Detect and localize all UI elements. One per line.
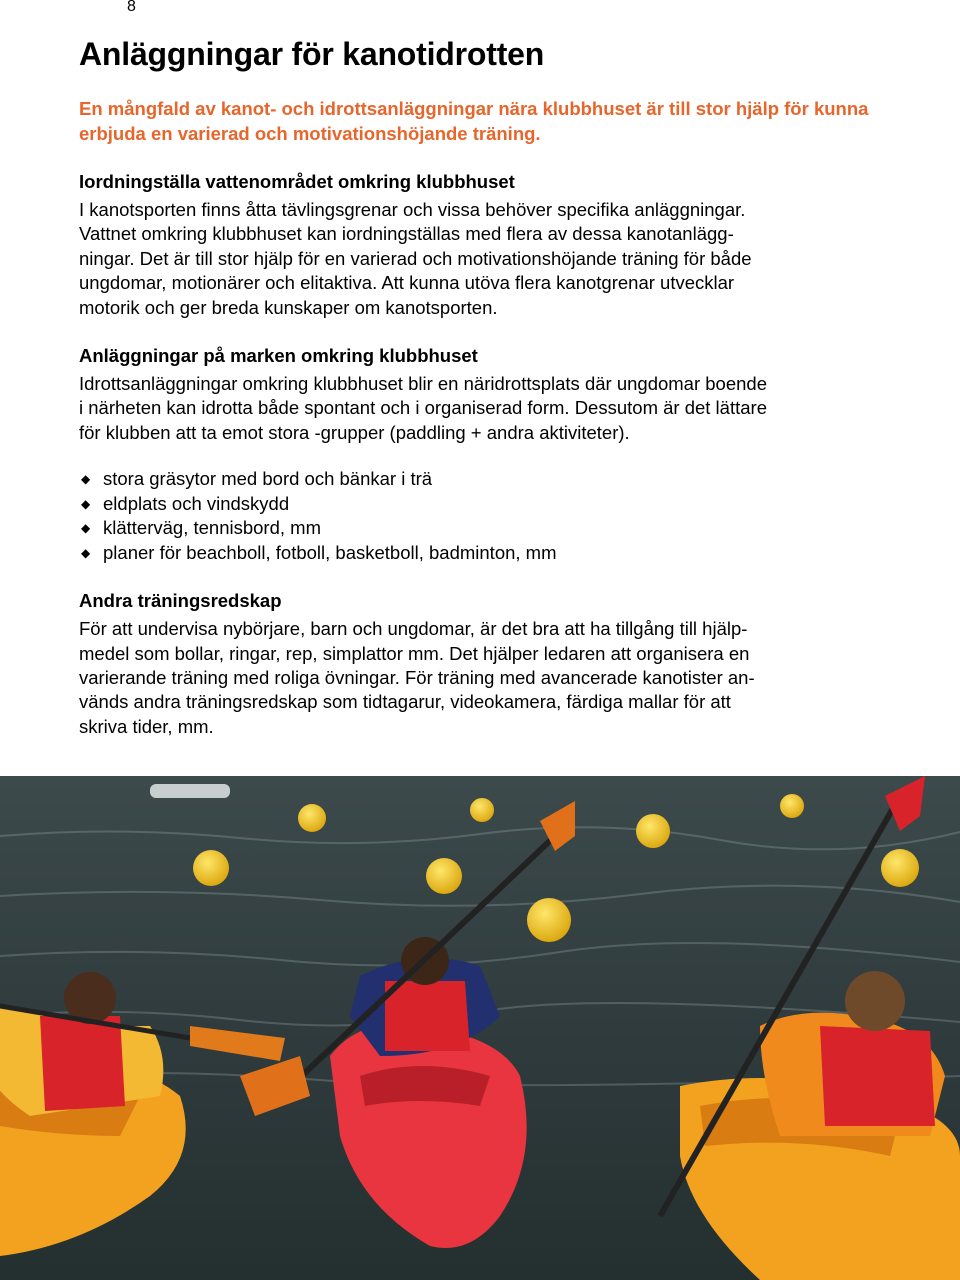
page-content [79,34,879,739]
text-line: i närheten kan idrotta både spontant och i organiserad form. Dessutom är det lättare [79,397,767,419]
list-item: ◆ planer för beachboll, fotboll, basketboll, badminton, mm [79,541,879,566]
section-land-text [79,372,879,445]
lead-paragraph: En mångfald av kanot- och idrottsanläggningar nära klubbhuset är till stor hjälp för kunna erbjuda en varierad och motivationshöjande träning. [79,98,869,144]
text-line: ningar. Det är till stor hjälp för en varierad och motivationshöjande träning för både [79,247,752,269]
text-line: Vattnet omkring klubbhuset kan iordningställas med flera av dessa kanotanlägg- [79,223,734,245]
section-heading-land: Anläggningar på marken omkring klubbhuset [79,345,478,367]
buoy [298,804,326,832]
buoy [527,898,571,942]
facility-list [79,467,879,565]
kayak-photo [0,776,960,1280]
list-item: ◆ klätterväg, tennisbord, mm [79,516,879,541]
dock-float [150,784,230,798]
text-line: för klubben att ta emot stora -grupper (paddling + andra aktiviteter). [79,421,630,443]
section-water-text [79,198,879,320]
section-heading-equipment: Andra träningsredskap [79,590,282,612]
buoy [636,814,670,848]
buoy [780,794,804,818]
text-line: vänds andra träningsredskap som tidtagarur, videokamera, färdiga mallar för att [79,691,731,713]
list-item: ◆ eldplats och vindskydd [79,492,879,517]
text-line: skriva tider, mm. [79,715,214,737]
text-line: motorik och ger breda kunskaper om kanotsporten. [79,296,498,318]
text-line: I kanotsporten finns åtta tävlingsgrenar och vissa behöver specifika anläggningar. [79,199,746,220]
page-number: 8 [127,0,136,15]
text-line: medel som bollar, ringar, rep, simplattor mm. Det hjälper ledaren att organisera en [79,642,750,664]
buoy [193,850,229,886]
diamond-bullet-icon: ◆ [81,472,91,487]
buoy [426,858,462,894]
list-item: ◆ stora gräsytor med bord och bänkar i trä [79,467,879,492]
text-line: ungdomar, motionärer och elitaktiva. Att kunna utöva flera kanotgrenar utvecklar [79,272,735,294]
diamond-bullet-icon: ◆ [81,545,91,560]
buoy [881,849,919,887]
section-equipment-text [79,617,879,739]
diamond-bullet-icon: ◆ [81,496,91,511]
text-line: Idrottsanläggningar omkring klubbhuset blir en näridrottsplats där ungdomar boende [79,373,768,395]
text-line: För att undervisa nybörjare, barn och ungdomar, är det bra att ha tillgång till hjälp- [79,618,748,640]
buoy [470,798,494,822]
diamond-bullet-icon: ◆ [81,521,91,536]
text-line: varierande träning med roliga övningar. För träning med avancerade kanotister an- [79,667,755,689]
section-heading-water: Iordningställa vattenområdet omkring klubbhuset [79,171,515,192]
page-title: Anläggningar för kanotidrotten [79,36,545,72]
